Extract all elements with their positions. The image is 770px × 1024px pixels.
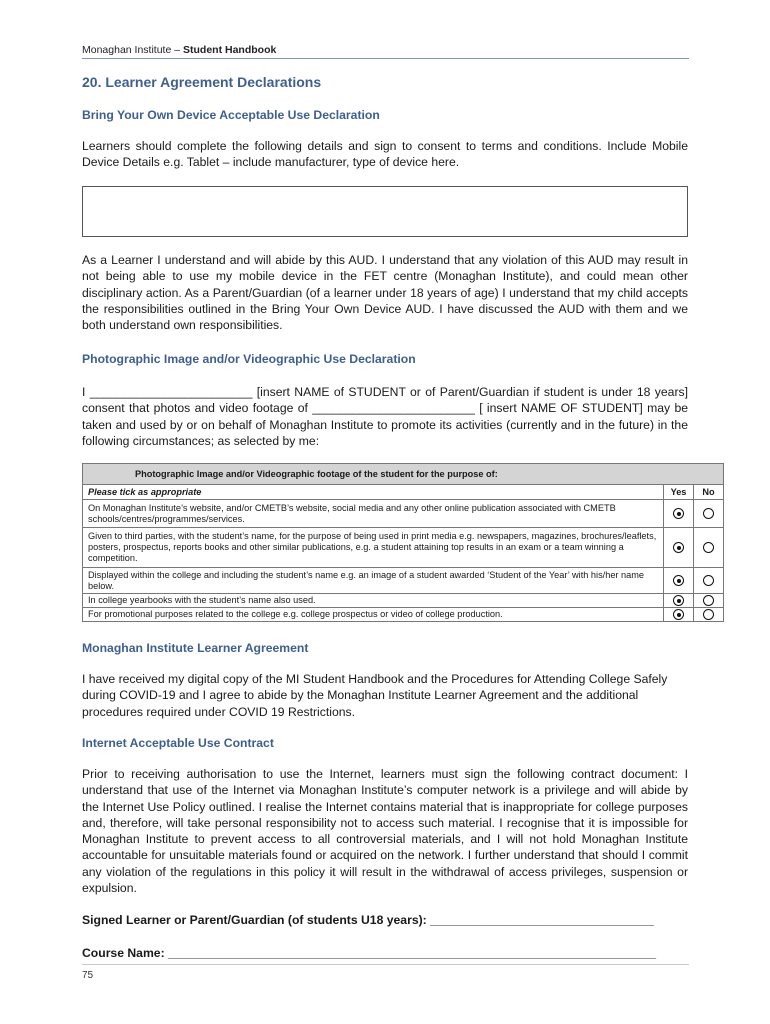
tick-label: Please tick as appropriate <box>83 485 664 500</box>
no-radio[interactable] <box>703 595 714 606</box>
no-radio[interactable] <box>703 575 714 586</box>
course-name-line: Course Name: ________________________________________________________________________ <box>82 946 657 960</box>
row-text: For promotional purposes related to the college e.g. college prospectus or video of college production. <box>83 608 664 622</box>
photo-heading: Photographic Image and/or Videographic Use Declaration <box>82 352 416 366</box>
row-text: On Monaghan Institute’s website, and/or CMETB’s website, social media and any other online publication associated with CMETB schools/centres/programmes/services. <box>83 500 664 528</box>
table-row <box>83 500 724 528</box>
header-handbook: Student Handbook <box>183 44 277 56</box>
device-details-field[interactable] <box>82 186 688 237</box>
yes-header: Yes <box>664 485 694 500</box>
row-text: In college yearbooks with the student’s name also used. <box>83 594 664 608</box>
table-row <box>83 528 724 568</box>
yes-radio[interactable] <box>673 609 684 620</box>
yes-radio[interactable] <box>673 595 684 606</box>
row-text: Displayed within the college and including the student’s name e.g. an image of a student awarded ‘Student of the Year’ with his/her name below. <box>83 568 664 594</box>
yes-radio[interactable] <box>673 508 684 519</box>
no-header: No <box>694 485 724 500</box>
page-header <box>82 44 276 56</box>
internet-heading: Internet Acceptable Use Contract <box>82 736 274 750</box>
header-divider <box>82 58 689 59</box>
learner-agreement-heading: Monaghan Institute Learner Agreement <box>82 641 309 655</box>
internet-body: Prior to receiving authorisation to use the Internet, learners must sign the following contract document: I understand that use of the Internet via Monaghan Institute’s computer network is a privilege and will abide by the Internet Use Policy outlined. I realise the Internet contains material that is inappropriate for college purposes and, therefore, will take personal responsibility not to access such material. I recognise that it is impossible for Monaghan Institute to prevent access to all controversial materials, and I will not hold Monaghan Institute accountable for unsuitable materials found or acquired on the network. I further understand that should I commit any violation of the regulations in this policy it will result in the withdrawal of access privileges, suspension or expulsion. <box>82 767 688 896</box>
table-row <box>83 594 724 608</box>
table-row <box>83 568 724 594</box>
yes-radio[interactable] <box>673 542 684 553</box>
table-row <box>83 608 724 622</box>
byod-body: As a Learner I understand and will abide by this AUD. I understand that any violation of this AUD may result in not being able to use my mobile device in the FET centre (Monaghan Institute), and could mean other disciplinary action. As a Parent/Guardian (of a learner under 18 years of age) I understand that my child accepts the responsibilities outlined in the Bring Your Own Device AUD. I have discussed the AUD with them and we both understand own responsibilities. <box>82 253 688 333</box>
page-number: 75 <box>82 970 94 981</box>
photo-body: I ________________________ [insert NAME of STUDENT or of Parent/Guardian if student is under 18 years] consent that photos and video footage of ________________________ [ insert NAME OF STUDENT] may be taken and used by or on behalf of Monaghan Institute to promote its activities (currently and in the future) in the following circumstances; as selected by me: <box>82 385 688 448</box>
row-text: Given to third parties, with the student’s name, for the purpose of being used in print media e.g. newspapers, magazines, brochures/leaflets, posters, prospectus, reports books and other similar publications, e.g. a student attaining top results in an exam or a team winning a competition. <box>83 528 664 568</box>
table-header-row <box>83 485 724 500</box>
section-title: 20. Learner Agreement Declarations <box>82 74 322 90</box>
yes-radio[interactable] <box>673 575 684 586</box>
byod-intro: Learners should complete the following details and sign to consent to terms and conditions. Include Mobile Device Details e.g. Tablet – include manufacturer, type of device here. <box>82 139 688 170</box>
byod-heading: Bring Your Own Device Acceptable Use Declaration <box>82 108 380 122</box>
learner-agreement-body: I have received my digital copy of the MI Student Handbook and the Procedures for Attending College Safely during COVID-19 and I agree to abide by the Monaghan Institute Learner Agreement and the additional procedures required under COVID 19 Restrictions. <box>82 672 668 719</box>
header-institute: Monaghan Institute – <box>82 44 183 56</box>
no-radio[interactable] <box>703 508 714 519</box>
signed-line: Signed Learner or Parent/Guardian (of students U18 years): _________________________________ <box>82 913 654 927</box>
no-radio[interactable] <box>703 542 714 553</box>
table-title: Photographic Image and/or Videographic footage of the student for the purpose of: <box>83 464 724 485</box>
footer-divider <box>82 964 689 965</box>
photo-consent-table <box>82 463 724 622</box>
table-title-row <box>83 464 724 485</box>
no-radio[interactable] <box>703 609 714 620</box>
